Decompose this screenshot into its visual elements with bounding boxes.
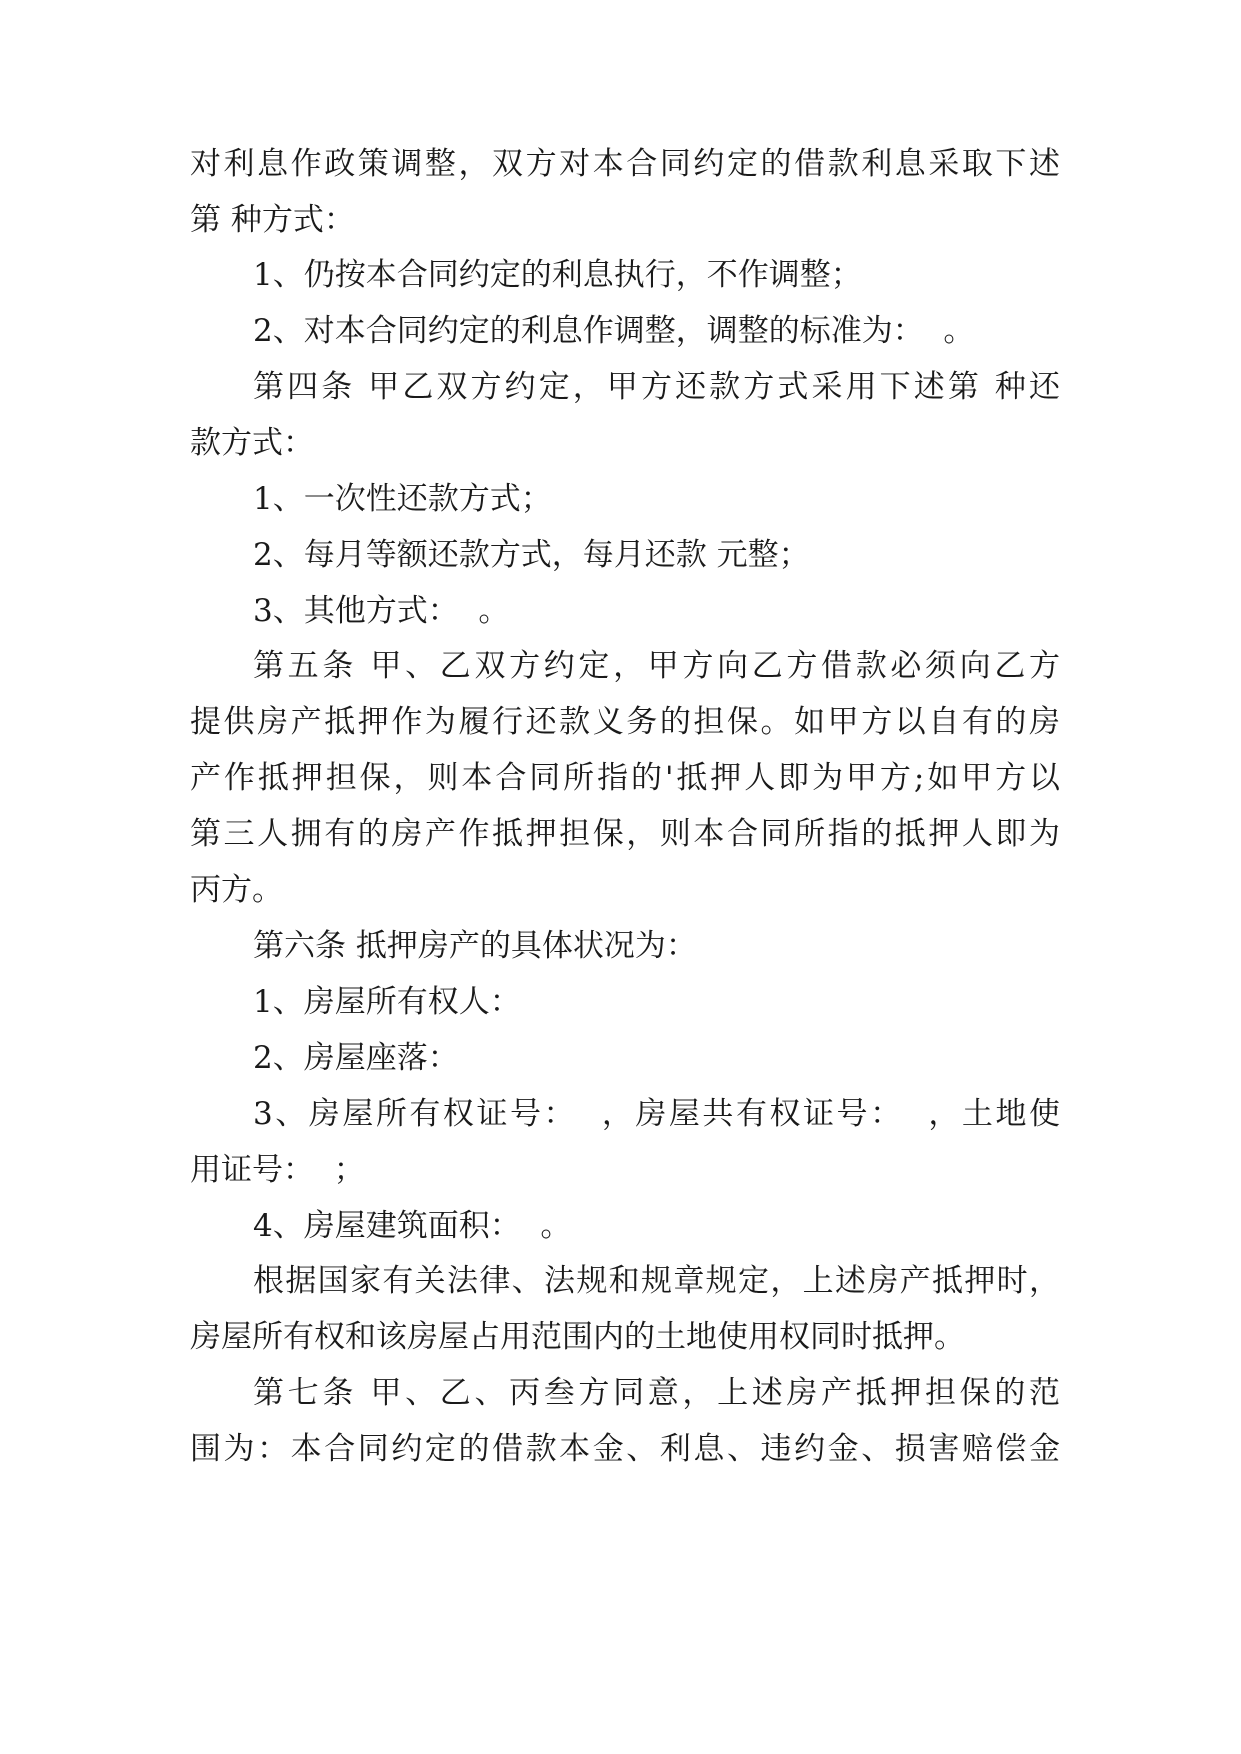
text-line: 2、每月等额还款方式，每月还款 元整； — [253, 537, 810, 573]
text-line: 第六条 抵押房产的具体状况为： — [253, 928, 697, 964]
text-line: 2、对本合同约定的利息作调整，调整的标准为： 。 — [253, 313, 975, 349]
text-line: 第五条 甲、乙双方约定，甲方向乙方借款必须向乙方 — [253, 648, 1060, 684]
text-line: 3、其他方式： 。 — [253, 593, 510, 629]
text-line: 3、房屋所有权证号： ，房屋共有权证号： ，土地使 — [253, 1096, 1060, 1132]
text-line: 用证号： ； — [190, 1152, 365, 1188]
text-line: 第三人拥有的房产作抵押担保，则本合同所指的抵押人即为 — [190, 816, 1060, 852]
text-line: 第 种方式： — [190, 202, 355, 238]
text-line: 1、一次性还款方式； — [253, 481, 552, 517]
text-line: 提供房产抵押作为履行还款义务的担保。如甲方以自有的房 — [190, 704, 1060, 740]
text-line: 根据国家有关法律、法规和规章规定，上述房产抵押时， — [253, 1263, 1060, 1299]
text-line: 2、房屋座落： — [253, 1040, 459, 1076]
text-line: 房屋所有权和该房屋占用范围内的土地使用权同时抵押。 — [190, 1319, 965, 1355]
text-line: 4、房屋建筑面积： 。 — [253, 1208, 572, 1244]
text-line: 对利息作政策调整，双方对本合同约定的借款利息采取下述 — [190, 146, 1060, 182]
text-line: 围为：本合同约定的借款本金、利息、违约金、损害赔偿金 — [190, 1431, 1060, 1467]
text-line: 1、仍按本合同约定的利息执行，不作调整； — [253, 257, 862, 293]
text-line: 产作抵押担保，则本合同所指的'抵押人即为甲方;如甲方以 — [190, 760, 1060, 796]
text-line: 款方式： — [190, 425, 314, 461]
text-line: 第四条 甲乙双方约定，甲方还款方式采用下述第 种还 — [253, 369, 1060, 405]
text-line: 第七条 甲、乙、丙叁方同意，上述房产抵押担保的范 — [253, 1375, 1060, 1411]
text-line: 1、房屋所有权人： — [253, 984, 521, 1020]
text-line: 丙方。 — [190, 872, 283, 908]
